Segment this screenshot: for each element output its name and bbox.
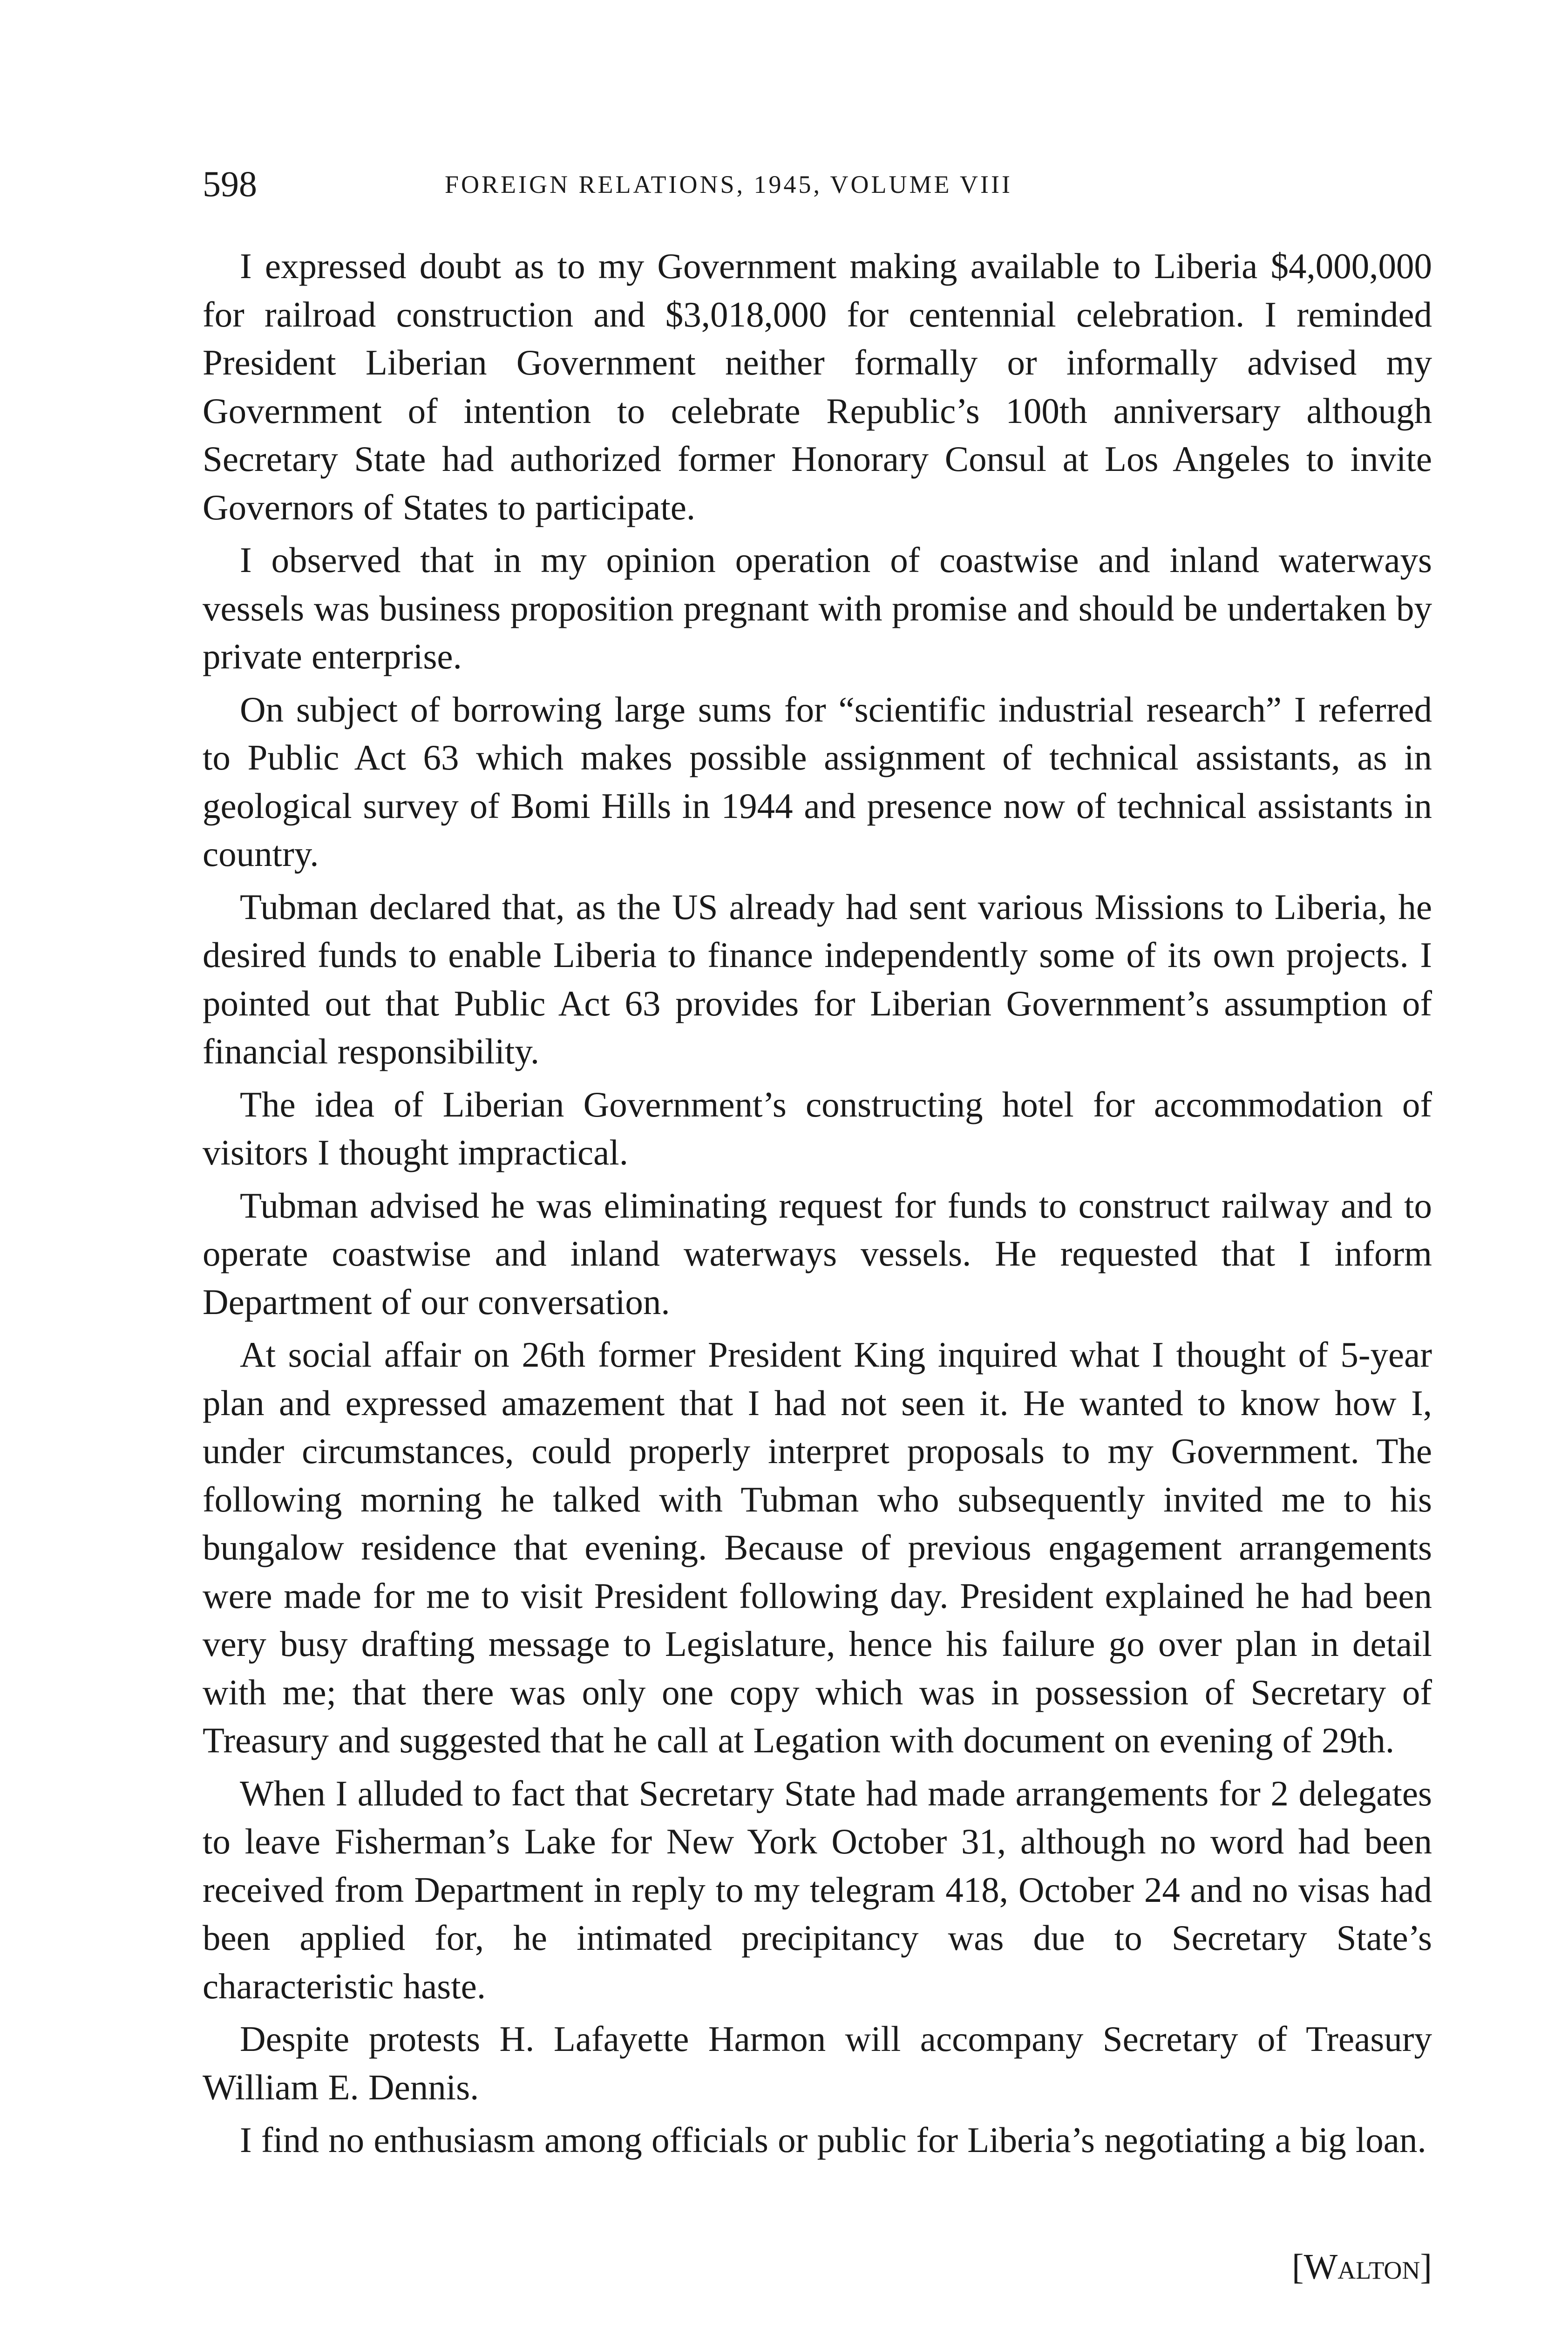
running-title: FOREIGN RELATIONS, 1945, VOLUME VIII [445, 170, 1012, 198]
paragraph: Despite protests H. Lafayette Harmon will accompany Secretary of Treasury William E. Dennis. [203, 2019, 1432, 2107]
telegram-body [203, 242, 1432, 2169]
paragraph: I find no enthusiasm among officials or public for Liberia’s negotiating a big loan. [240, 2120, 1426, 2160]
signature-close-bracket: ] [1420, 2247, 1432, 2287]
paragraph: When I alluded to fact that Secretary State had made arrangements for 2 delegates to leave Fisherman’s Lake for New York October 31, although no word had been received from Department in reply to my telegram 418, October 24 and no visas had been applied for, he intimated precipitancy was due to Secretary State’s characteristic haste. [203, 1773, 1432, 2006]
signature-open-bracket: [ [1291, 2247, 1304, 2287]
signature [1292, 2243, 1432, 2291]
paragraph: On subject of borrowing large sums for “scientific industrial research” I referred to Public Act 63 which makes possible assignment of technical assistants, as in geological survey of Bomi Hills in 1944 and presence now of technical assistants in country. [203, 689, 1432, 874]
running-head [203, 161, 1432, 207]
paragraph: The idea of Liberian Government’s constructing hotel for accommodation of visitors I thought impractical. [203, 1084, 1432, 1172]
paragraph: At social affair on 26th former President King inquired what I thought of 5-year plan and expressed amazement that I had not seen it. He wanted to know how I, under circumstances, could properly interpret proposals to my Government. The following morning he talked with Tubman who subsequently invited me to his bungalow residence that evening. Because of previous engagement arrangements were made for me to visit President following day. President explained he had been very busy drafting message to Legislature, hence his failure go over plan in detail with me; that there was only one copy which was in possession of Secretary of Treasury and suggested that he call at Legation with document on evening of 29th. [203, 1335, 1432, 1760]
paragraph: Tubman advised he was eliminating request for funds to construct railway and to operate coastwise and inland waterways vessels. He requested that I inform Department of our conversation. [203, 1185, 1432, 1322]
paragraph: I expressed doubt as to my Government making available to Liberia $4,000,000 for railroad construction and $3,018,000 for centennial celebration. I reminded President Liberian Government neither formally or informally advised my Government of intention to celebrate Republic’s 100th anniversary although Secretary State had authorized former Honorary Consul at Los Angeles to invite Governors of States to participate. [203, 246, 1432, 527]
paragraph: Tubman declared that, as the US already had sent various Missions to Liberia, he desired funds to enable Liberia to finance independently some of its own projects. I pointed out that Public Act 63 provides for Liberian Government’s assumption of financial responsibility. [203, 886, 1432, 1071]
paragraph: I observed that in my opinion operation of coastwise and inland waterways vessels was business proposition pregnant with promise and should be undertaken by private enterprise. [203, 540, 1432, 676]
signature-name: Walton [1303, 2247, 1420, 2287]
page-number: 598 [203, 163, 257, 204]
